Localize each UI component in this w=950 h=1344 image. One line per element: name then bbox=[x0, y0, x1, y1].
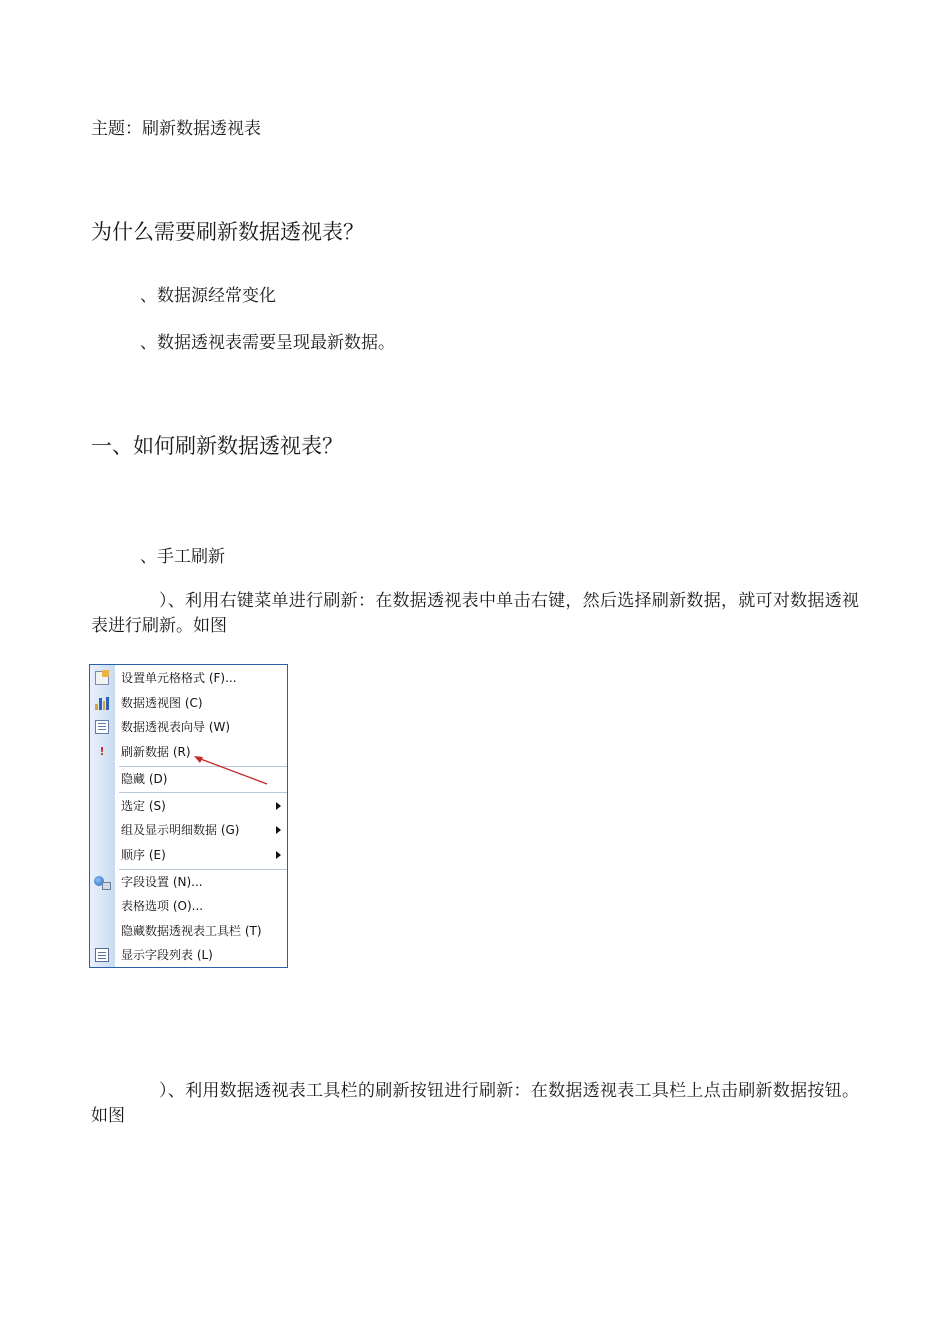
section-heading-why: 为什么需要刷新数据透视表？ bbox=[91, 220, 364, 244]
menu-item-label: 数据透视图 (C) bbox=[121, 696, 203, 710]
why-item: 、数据透视表需要呈现最新数据。 bbox=[140, 333, 395, 353]
section-heading-how: 一、如何刷新数据透视表？ bbox=[91, 434, 343, 458]
refresh-icon: ! bbox=[99, 745, 105, 758]
subheading-manual-refresh: 、手工刷新 bbox=[140, 547, 225, 567]
menu-item-label: 隐藏 (D) bbox=[121, 772, 168, 786]
menu-item-label: 隐藏数据透视表工具栏 (T) bbox=[121, 924, 262, 938]
menu-item-label: 刷新数据 (R) bbox=[121, 745, 191, 759]
menu-item-label: 表格选项 (O)... bbox=[121, 899, 204, 913]
menu-item-label: 数据透视表向导 (W) bbox=[121, 720, 231, 734]
why-item: 、数据源经常变化 bbox=[140, 286, 276, 306]
menu-item-label: 设置单元格格式 (F)... bbox=[121, 671, 237, 685]
menu-item-label: 字段设置 (N)... bbox=[121, 875, 203, 889]
topic-title: 主题：刷新数据透视表 bbox=[91, 119, 261, 139]
menu-item-label: 顺序 (E) bbox=[121, 848, 166, 862]
paragraph-right-click-refresh: ）、利用右键菜单进行刷新：在数据透视表中单击右键，然后选择刷新数据，就可对数据透视表进行刷新。如图 bbox=[91, 591, 859, 636]
paragraph-toolbar-refresh: ）、利用数据透视表工具栏的刷新按钮进行刷新：在数据透视表工具栏上点击刷新数据按钮。如图 bbox=[91, 1081, 859, 1126]
annotation-arrow-icon bbox=[90, 665, 289, 969]
menu-item-label: 选定 (S) bbox=[121, 799, 166, 813]
menu-item-label: 显示字段列表 (L) bbox=[121, 948, 213, 962]
menu-item-label: 组及显示明细数据 (G) bbox=[121, 823, 240, 837]
context-menu-screenshot bbox=[89, 664, 288, 968]
